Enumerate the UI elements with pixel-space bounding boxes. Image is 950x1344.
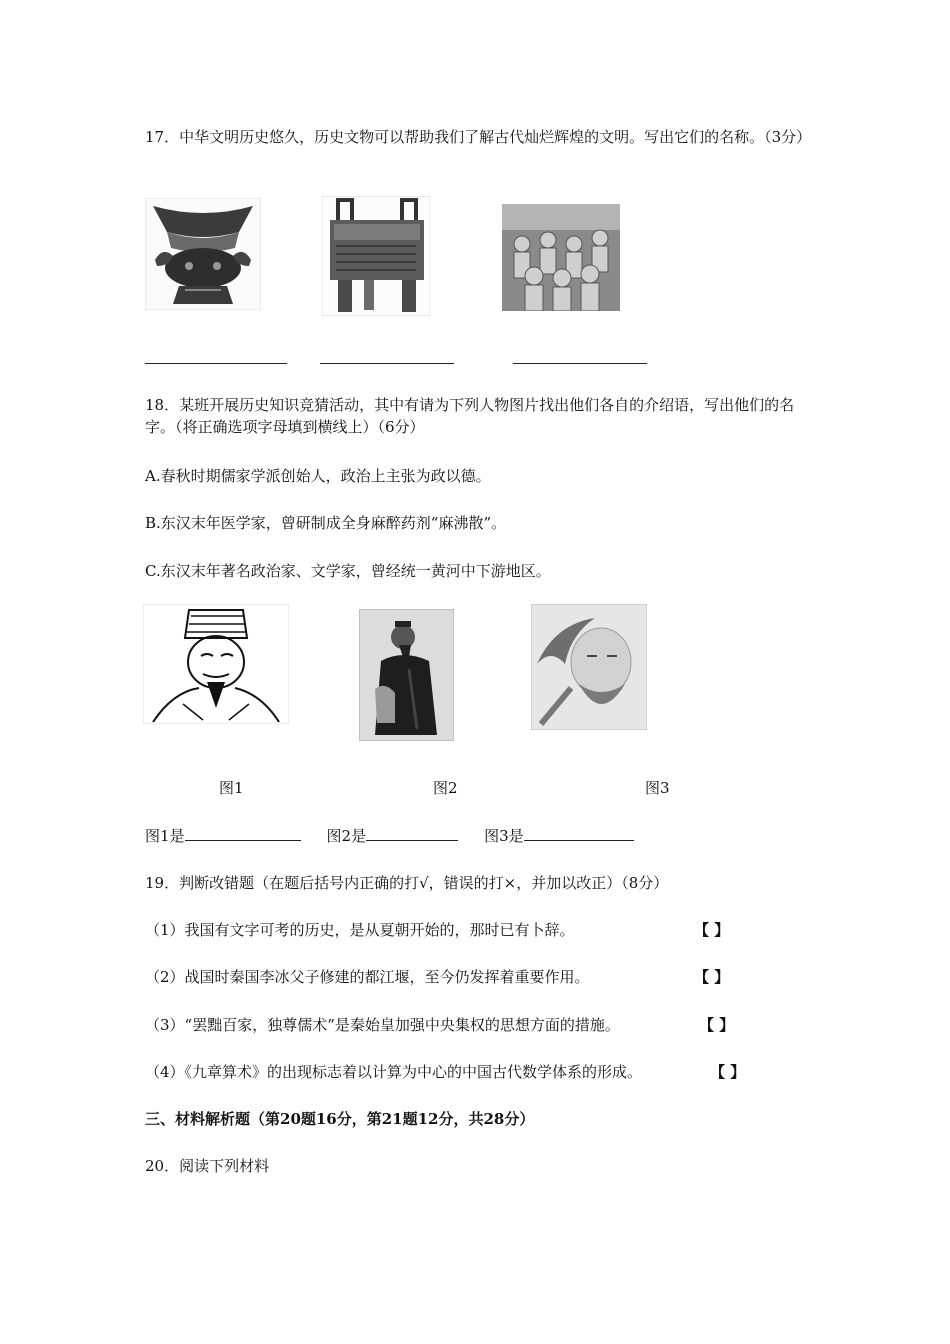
answer-blank-figure-2[interactable] bbox=[366, 825, 458, 841]
answer-blank-artifact-1[interactable] bbox=[145, 363, 287, 364]
caption-figure-1: 图1 bbox=[219, 779, 244, 797]
caption-figure-2: 图2 bbox=[433, 779, 458, 797]
terracotta-warriors-image bbox=[502, 204, 620, 311]
answer-blank-figure-3[interactable] bbox=[524, 825, 634, 841]
judgment-item-2: （2）战国时秦国李冰父子修建的都江堰，至今仍发挥着重要作用。 bbox=[145, 968, 590, 986]
portrait-figure-3 bbox=[531, 604, 647, 730]
answer-label-figure-1: 图1是 bbox=[145, 827, 185, 845]
answer-bracket-2[interactable]: 【 】 bbox=[694, 968, 730, 986]
answer-blank-artifact-3[interactable] bbox=[513, 363, 647, 364]
question-18-text: 18．某班开展历史知识竞猜活动，其中有请为下列人物图片找出他们各自的介绍语，写出他们的名字。（将正确选项字母填到横线上）（6分） bbox=[145, 396, 795, 436]
bronze-ding-cauldron-image bbox=[322, 196, 430, 316]
answer-bracket-1[interactable]: 【 】 bbox=[694, 921, 730, 939]
answer-bracket-4[interactable]: 【 】 bbox=[710, 1063, 746, 1081]
caption-figure-3: 图3 bbox=[645, 779, 670, 797]
judgment-item-3: （3）“罢黜百家，独尊儒术”是秦始皇加强中央集权的思想方面的措施。 bbox=[145, 1016, 620, 1034]
question-19-text: 19．判断改错题（在题后括号内正确的打√，错误的打×，并加以改正）（8分） bbox=[145, 874, 669, 892]
portrait-figure-1 bbox=[143, 604, 289, 724]
question-20-text: 20．阅读下列材料 bbox=[145, 1157, 270, 1175]
answer-row-figures bbox=[145, 825, 660, 847]
answer-bracket-3[interactable]: 【 】 bbox=[699, 1016, 735, 1034]
option-a: A.春秋时期儒家学派创始人，政治上主张为政以德。 bbox=[145, 467, 491, 485]
answer-label-figure-3: 图3是 bbox=[484, 827, 524, 845]
bronze-zun-vessel-image bbox=[145, 198, 261, 310]
section-3-heading: 三、材料解析题（第20题16分，第21题12分，共28分） bbox=[145, 1110, 535, 1128]
question-17-text: 17．中华文明历史悠久，历史文物可以帮助我们了解古代灿烂辉煌的文明。写出它们的名称。（3分） bbox=[145, 128, 812, 146]
portrait-figure-2 bbox=[359, 609, 454, 741]
judgment-item-1: （1）我国有文字可考的历史，是从夏朝开始的，那时已有卜辞。 bbox=[145, 921, 575, 939]
option-b: B.东汉末年医学家，曾研制成全身麻醉药剂“麻沸散”。 bbox=[145, 514, 507, 532]
answer-blank-figure-1[interactable] bbox=[185, 825, 301, 841]
answer-blank-artifact-2[interactable] bbox=[320, 363, 454, 364]
judgment-item-4: （4）《九章算术》的出现标志着以计算为中心的中国古代数学体系的形成。 bbox=[145, 1063, 643, 1081]
answer-label-figure-2: 图2是 bbox=[326, 827, 367, 845]
option-c: C.东汉末年著名政治家、文学家，曾经统一黄河中下游地区。 bbox=[145, 562, 551, 580]
